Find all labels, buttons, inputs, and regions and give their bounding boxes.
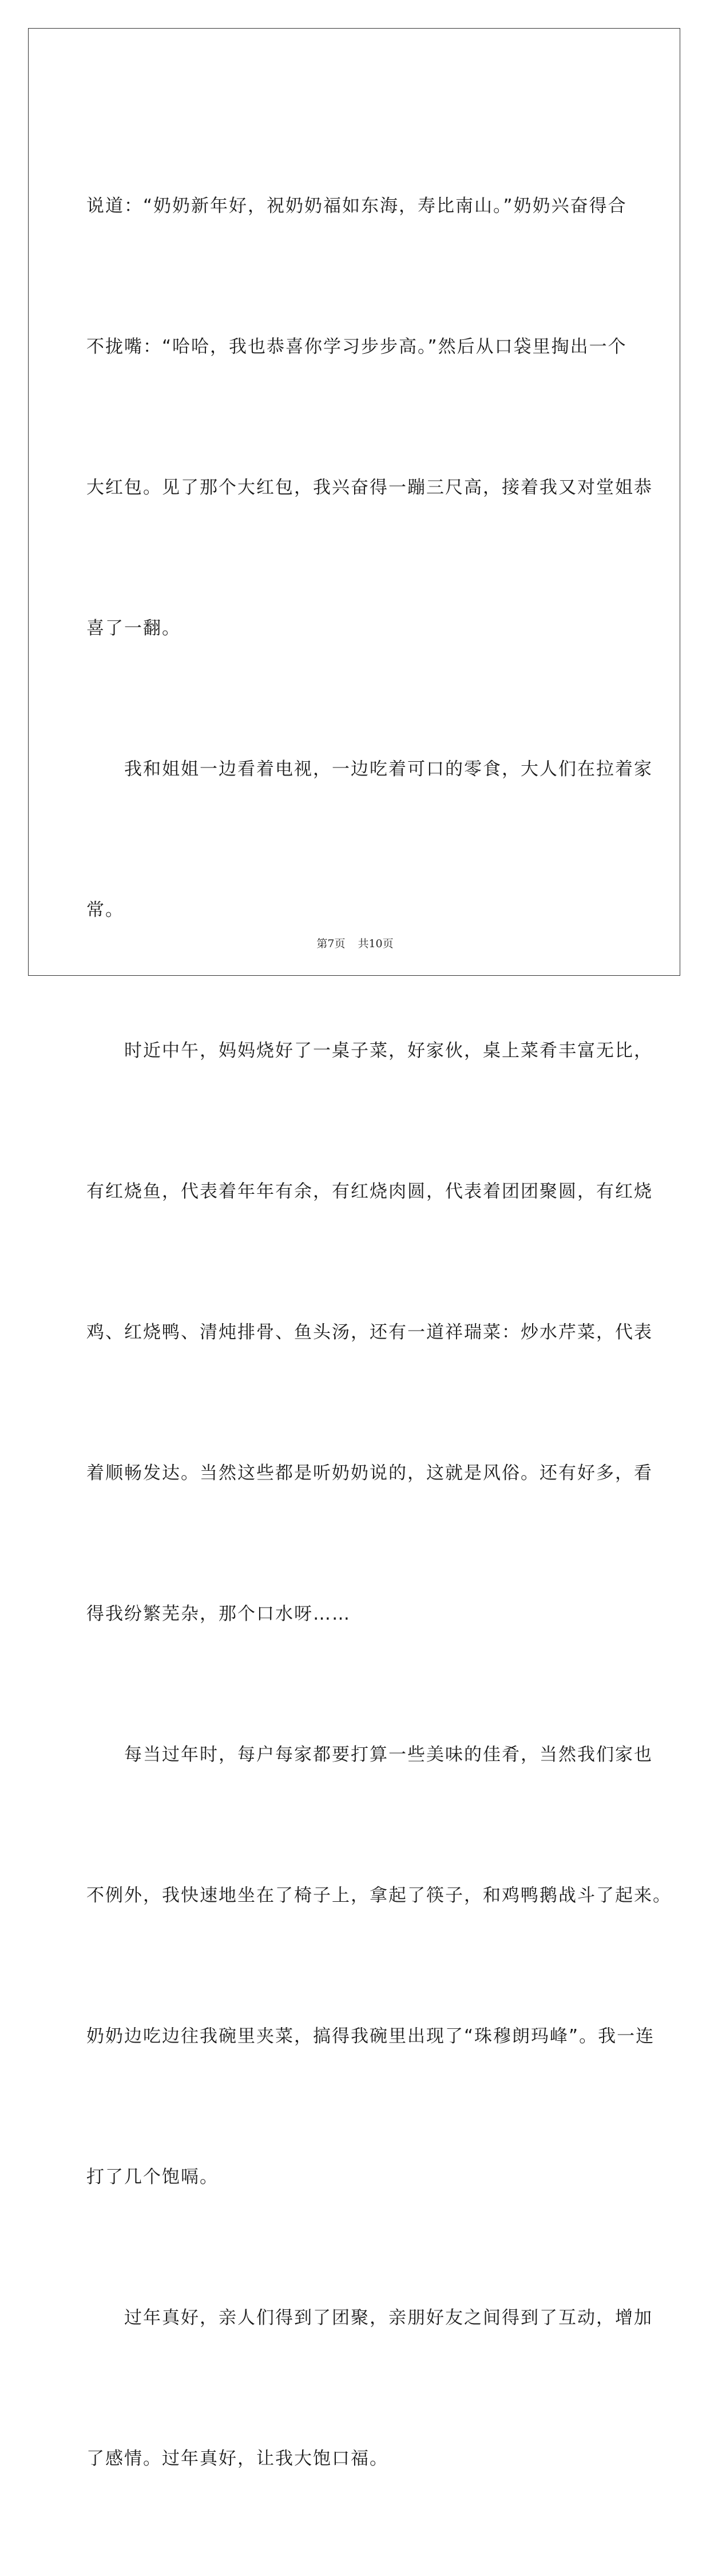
text-line: 有红烧鱼，代表着年年有余，有红烧肉圆，代表着团团聚圆，有红烧 (86, 1181, 653, 1202)
text-line: 不拢嘴：“哈哈，我也恭喜你学习步步高。”然后从口袋里掏出一个 (86, 337, 627, 357)
document-body (86, 89, 672, 2576)
page-total: 共10页 (358, 937, 394, 950)
text-line: 过年真好，亲人们得到了团聚，亲朋好友之间得到了互动，增加 (86, 2308, 653, 2328)
text-line: 每当过年时，每户每家都要打算一些美味的佳肴，当然我们家也 (86, 1744, 653, 1765)
text-line: 说道：“奶奶新年好，祝奶奶福如东海，寿比南山。”奶奶兴奋得合 (86, 196, 627, 216)
page-footer (0, 935, 710, 951)
text-line: 大红包。见了那个大红包，我兴奋得一蹦三尺高，接着我又对堂姐恭 (86, 477, 653, 498)
text-line: 喜了一翻。 (86, 618, 181, 639)
text-line: 不例外，我快速地坐在了椅子上，拿起了筷子，和鸡鸭鹅战斗了起来。 (86, 1885, 672, 1906)
text-line: 得我纷繁芜杂，那个口水呀…… (86, 1604, 351, 1624)
text-line: 着顺畅发达。当然这些都是听奶奶说的，这就是风俗。还有好多，看 (86, 1463, 653, 1483)
text-line: 时近中午，妈妈烧好了一桌子菜，好家伙，桌上菜肴丰富无比， (86, 1040, 653, 1061)
text-line: 奶奶边吃边往我碗里夹菜，搞得我碗里出现了“珠穆朗玛峰”。我一连 (86, 2026, 655, 2047)
text-line: 打了几个饱嗝。 (86, 2167, 219, 2187)
text-line: 了感情。过年真好，让我大饱口福。 (86, 2448, 388, 2469)
text-line: 鸡、红烧鸭、清炖排骨、鱼头汤，还有一道祥瑞菜：炒水芹菜，代表 (86, 1322, 653, 1343)
text-line: 我和姐姐一边看着电视，一边吃着可口的零食，大人们在拉着家 (86, 759, 653, 779)
text-block (86, 89, 672, 2576)
page-number: 第7页 (316, 937, 346, 950)
text-line: 常。 (86, 900, 124, 920)
